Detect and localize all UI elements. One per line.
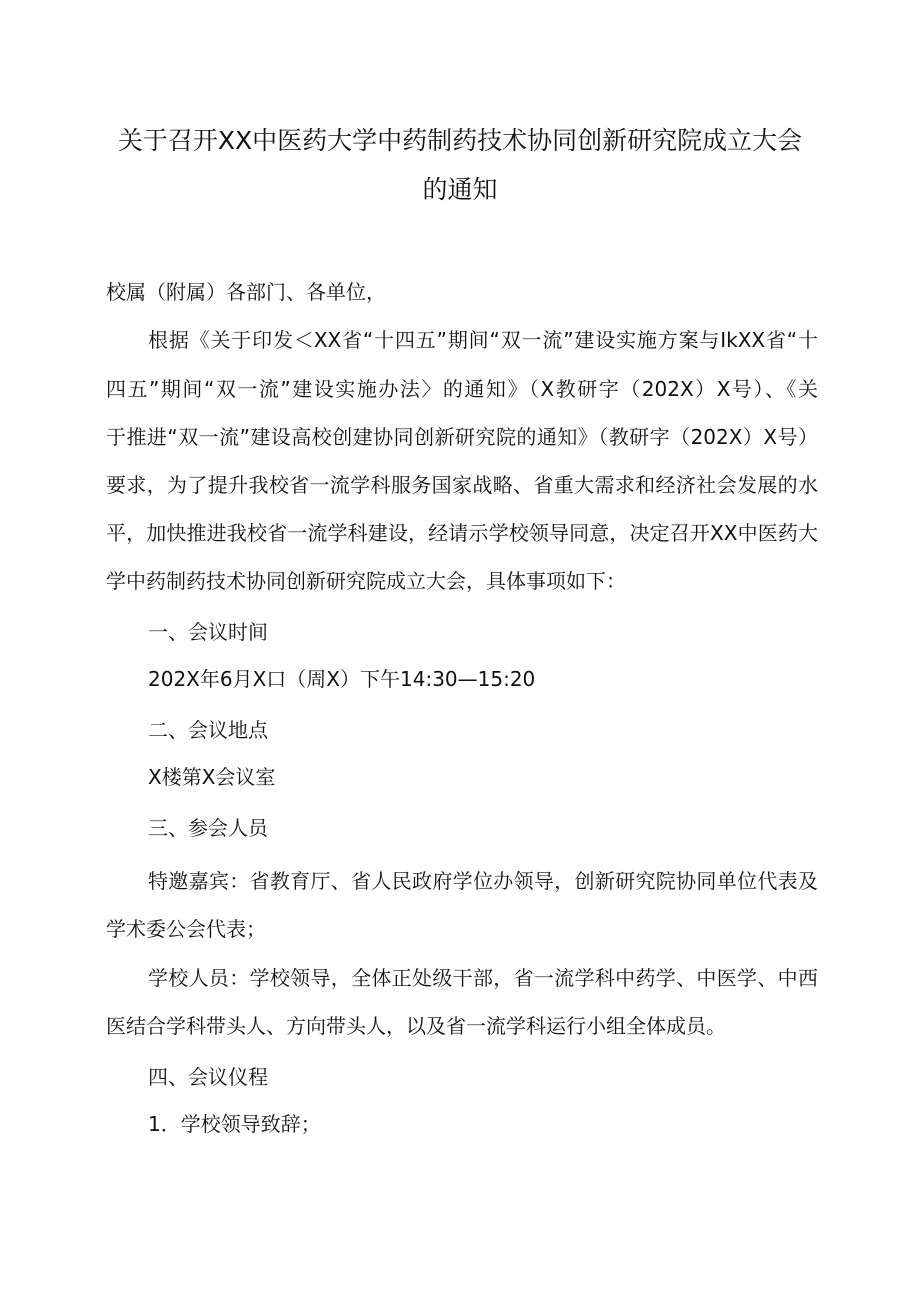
section-heading-time: 一、会议时间 [148,620,268,644]
document-title-line-2: 的通知 [422,175,498,204]
attendees-school-line-1: 学校人员：学校领导，全体正处级干部，省一流学科中药学、中医学、中西 [148,966,818,990]
agenda-item-1: 1．学校领导致辞； [148,1112,321,1136]
attendees-school-line-2: 医结合学科带头人、方向带头人，以及省一流学科运行小组全体成员。 [106,1014,726,1038]
meeting-location: X楼第X会议室 [148,765,276,789]
intro-line-5: 平，加快推进我校省一流学科建设，经请示学校领导同意，决定召开XX中医药大 [106,521,818,545]
salutation: 校属（附属）各部门、各单位， [106,280,386,304]
intro-line-4: 要求，为了提升我校省一流学科服务国家战略、省重大需求和经济社会发展的水 [106,473,818,497]
attendees-guests-line-2: 学术委公会代表； [106,917,266,941]
section-heading-agenda: 四、会议仪程 [148,1065,268,1089]
attendees-guests-line-1: 特邀嘉宾：省教育厅、省人民政府学位办领导，创新研究院协同单位代表及 [148,869,818,893]
intro-line-3: 于推进“双一流”建设高校创建协同创新研究院的通知》（教研字（202X）X号） [106,425,818,449]
section-heading-attendees: 三、参会人员 [148,816,268,840]
meeting-time: 202X年6月X口（周X）下午14:30—15:20 [148,667,536,691]
intro-line-2: 四五”期间“双一流”建设实施办法〉的通知》（X教研字（202X）X号）、《关 [106,377,818,401]
intro-line-1: 根据《关于印发＜XX省“十四五”期间“双一流”建设实施方案与IkXX省“十 [148,328,818,352]
section-heading-location: 二、会议地点 [148,718,268,742]
intro-line-6: 学中药制药技术协同创新研究院成立大会，具体事项如下： [106,569,626,593]
document-title-line-1: 关于召开XX中医药大学中药制药技术协同创新研究院成立大会 [117,126,803,155]
